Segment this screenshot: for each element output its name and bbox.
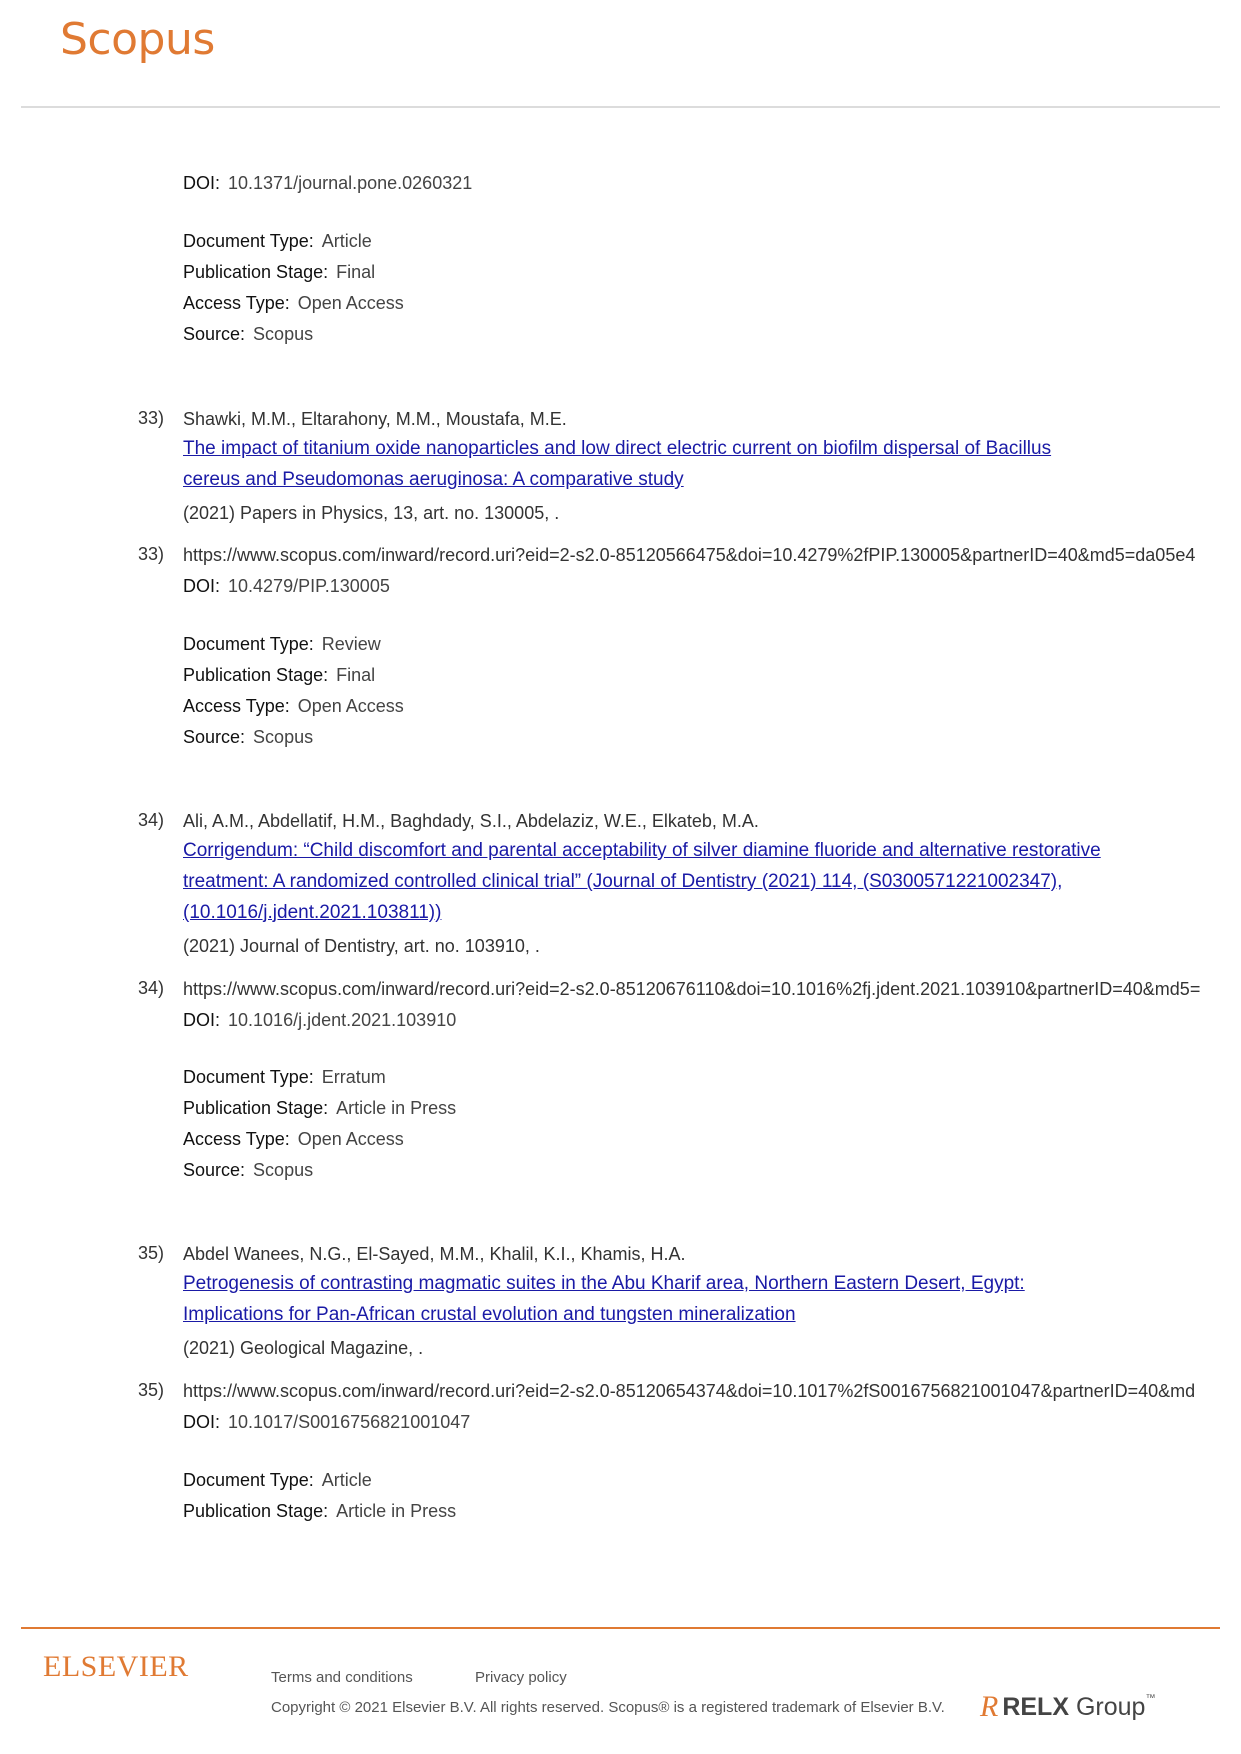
footer-divider [21,1627,1220,1629]
record-url-link[interactable]: https://www.scopus.com/inward/record.uri?eid=2-s2.0-85120676110&doi=10.1016%2fj.jdent.2021.103910&partnerID=40&md5= [183,979,1201,999]
record-number: 34) [138,810,165,830]
source-line: Source: Scopus [183,1160,314,1180]
record-citation: (2021) Papers in Physics, 13, art. no. 130005, . [183,503,560,523]
relx-mark-icon: R [980,1690,999,1723]
record-authors: Abdel Wanees, N.G., El-Sayed, M.M., Khalil, K.I., Khamis, H.A. [183,1244,686,1264]
record-citation: (2021) Journal of Dentistry, art. no. 103910, . [183,936,540,956]
record-number: 33) [138,408,165,428]
doi-line: DOI: 10.1017/S0016756821001047 [183,1412,471,1432]
record-url-link[interactable]: https://www.scopus.com/inward/record.uri?eid=2-s2.0-85120566475&doi=10.4279%2fPIP.130005&partnerID=40&md5=da05e4 [183,545,1196,565]
access-type-line: Access Type: Open Access [183,293,404,313]
publication-stage-line: Publication Stage: Final [183,665,376,685]
header-divider [21,106,1220,108]
document-type-line: Document Type: Article [183,1470,372,1490]
record-number: 35) [138,1243,165,1263]
document-type-line: Document Type: Review [183,634,381,654]
document-type-line: Document Type: Article [183,231,372,251]
elsevier-logo: ELSEVIER [43,1650,189,1683]
terms-link[interactable]: Terms and conditions [271,1669,413,1686]
privacy-link[interactable]: Privacy policy [475,1669,567,1686]
record-url-link[interactable]: https://www.scopus.com/inward/record.uri?eid=2-s2.0-85120654374&doi=10.1017%2fS0016756821001047&partnerID=40&md [183,1381,1196,1401]
record-authors: Ali, A.M., Abdellatif, H.M., Baghdady, S.I., Abdelaziz, W.E., Elkateb, M.A. [183,811,759,831]
access-type-line: Access Type: Open Access [183,696,404,716]
record-title-link[interactable]: Petrogenesis of contrasting magmatic suites in the Abu Kharif area, Northern Eastern Desert, Egypt: Implications for Pan-African crustal evolution and tungsten mineralization [183,1273,1025,1325]
relx-group-logo: R RELX Group™ [980,1690,1156,1723]
record-number: 35) [138,1380,165,1400]
publication-stage-line: Publication Stage: Final [183,262,376,282]
document-type-line: Document Type: Erratum [183,1067,386,1087]
source-line: Source: Scopus [183,727,314,747]
record-citation: (2021) Geological Magazine, . [183,1338,424,1358]
scopus-logo: Scopus [60,14,215,65]
record-title-link[interactable]: The impact of titanium oxide nanoparticles and low direct electric current on biofilm dispersal of Bacillus cereus and Pseudomonas aeruginosa: A comparative study [183,438,1052,490]
doi-line: DOI: 10.1371/journal.pone.0260321 [183,173,473,193]
copyright-text: Copyright © 2021 Elsevier B.V. All rights reserved. Scopus® is a registered trademark of Elsevier B.V. [271,1699,945,1716]
record-number: 34) [138,978,165,998]
publication-stage-line: Publication Stage: Article in Press [183,1501,457,1521]
record-number: 33) [138,544,165,564]
doi-line: DOI: 10.4279/PIP.130005 [183,576,390,596]
record-title-link[interactable]: Corrigendum: “Child discomfort and parental acceptability of silver diamine fluoride and alternative restorative treatment: A randomized controlled clinical trial” (Journal of Dentistry (2021) 114, (S0300571221002347), (10.1016/j.jdent.2021.103811)) [183,840,1101,923]
record-authors: Shawki, M.M., Eltarahony, M.M., Moustafa, M.E. [183,409,567,429]
source-line: Source: Scopus [183,324,314,344]
publication-stage-line: Publication Stage: Article in Press [183,1098,457,1118]
doi-line: DOI: 10.1016/j.jdent.2021.103910 [183,1010,457,1030]
access-type-line: Access Type: Open Access [183,1129,404,1149]
